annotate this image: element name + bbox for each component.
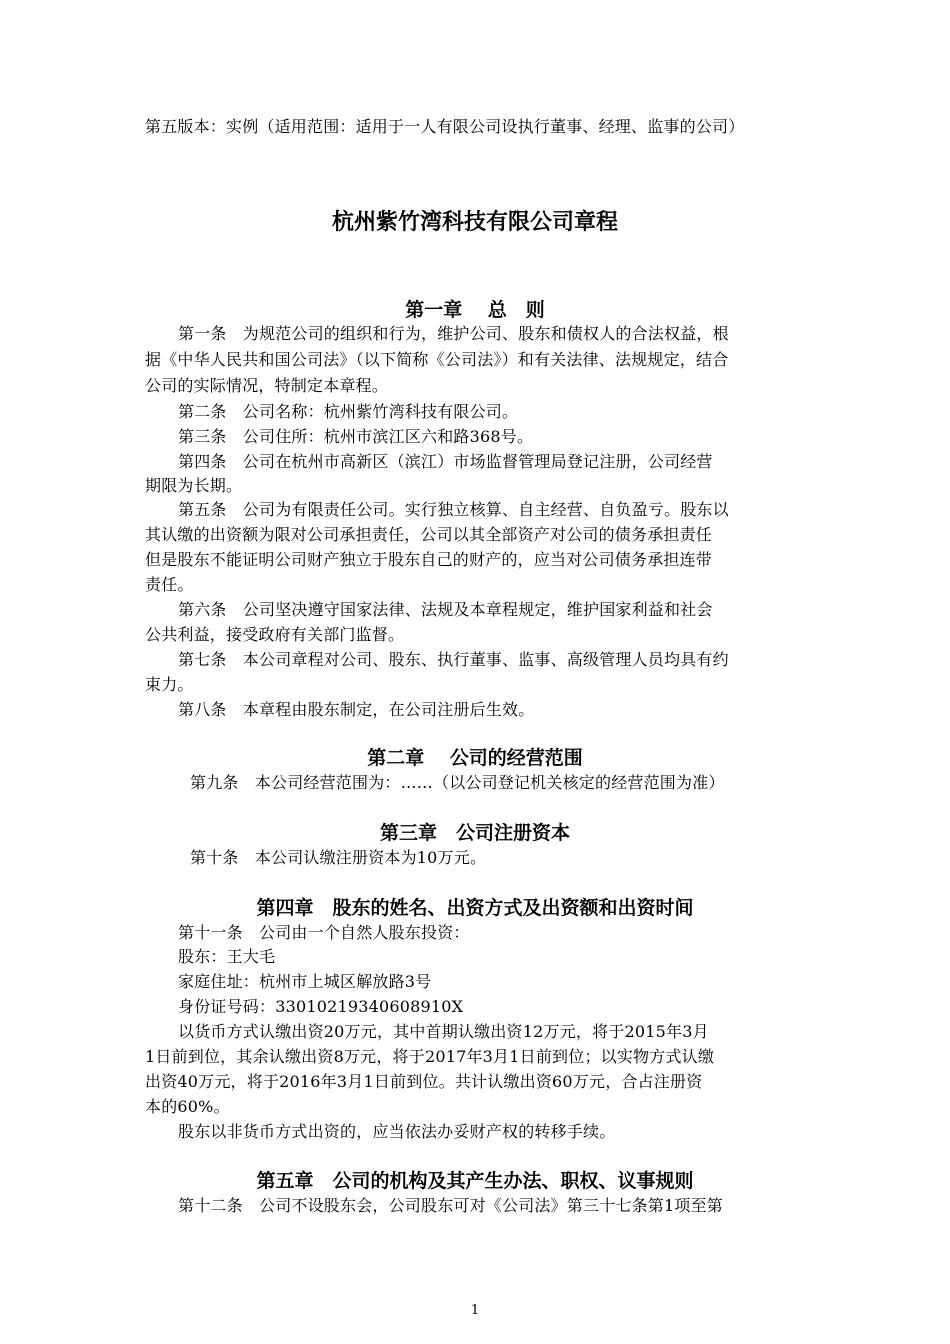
document-title: 杭州紫竹湾科技有限公司章程 (331, 210, 618, 235)
article-7-line-1: 第七条 本公司章程对公司、股东、执行董事、监事、高级管理人员均具有约 (178, 650, 729, 669)
chapter-1-heading: 第一章 总 则 (405, 299, 545, 321)
article-3: 第三条 公司住所：杭州市滨江区六和路368号。 (178, 427, 534, 446)
article-11: 第十一条 公司由一个自然人股东投资： (178, 923, 470, 942)
chapter-4-heading: 第四章 股东的姓名、出资方式及出资额和出资时间 (256, 897, 694, 919)
page-number: 1 (470, 1303, 480, 1318)
article-5-line-1: 第五条 公司为有限责任公司。实行独立核算、自主经营、自负盈亏。股东以 (178, 500, 729, 519)
article-4-line-2: 期限为长期。 (145, 476, 243, 495)
non-monetary-note: 股东以非货币方式出资的，应当依法办妥财产权的转移手续。 (178, 1122, 616, 1141)
chapter-3-heading: 第三章 公司注册资本 (379, 822, 570, 844)
article-10: 第十条 本公司认缴注册资本为10万元。 (190, 848, 487, 867)
article-5-line-4: 责任。 (145, 575, 194, 594)
chapter-5-heading: 第五章 公司的机构及其产生办法、职权、议事规则 (256, 1170, 694, 1192)
chapter-2-heading: 第二章 公司的经营范围 (367, 747, 583, 769)
header-note: 第五版本：实例（适用范围：适用于一人有限公司设执行董事、经理、监事的公司） (145, 117, 745, 136)
article-1-line-2: 据《中华人民共和国公司法》（以下简称《公司法》）和有关法律、法规规定，结合 (145, 350, 729, 369)
article-7-line-2: 束力。 (145, 675, 194, 694)
contribution-line-3: 出资40万元，将于2016年3月1日前到位。共计认缴出资60万元，合占注册资 (145, 1072, 703, 1091)
article-5-line-2: 其认缴的出资额为限对公司承担责任，公司以其全部资产对公司的债务承担责任 (145, 525, 713, 544)
article-1-line-3: 公司的实际情况，特制定本章程。 (145, 376, 389, 395)
article-8: 第八条 本章程由股东制定，在公司注册后生效。 (178, 700, 535, 719)
article-9: 第九条 本公司经营范围为：……（以公司登记机关核定的经营范围为准） (190, 773, 725, 792)
shareholder-id: 身份证号码：33010219340608910X (178, 997, 464, 1016)
article-1-line-1: 第一条 为规范公司的组织和行为，维护公司、股东和债权人的合法权益，根 (178, 324, 729, 343)
article-4-line-1: 第四条 公司在杭州市高新区（滨江）市场监督管理局登记注册，公司经营 (178, 452, 713, 471)
article-2: 第二条 公司名称：杭州紫竹湾科技有限公司。 (178, 402, 519, 421)
shareholder-address: 家庭住址：杭州市上城区解放路3号 (178, 972, 432, 991)
article-5-line-3: 但是股东不能证明公司财产独立于股东自己的财产的，应当对公司债务承担连带 (145, 550, 713, 569)
article-6-line-2: 公共利益，接受政府有关部门监督。 (145, 625, 405, 644)
shareholder-name: 股东：王大毛 (178, 947, 276, 966)
article-12: 第十二条 公司不设股东会，公司股东可对《公司法》第三十七条第1项至第 (178, 1196, 723, 1215)
contribution-line-2: 1日前到位，其余认缴出资8万元，将于2017年3月1日前到位；以实物方式认缴 (145, 1047, 715, 1066)
contribution-line-1: 以货币方式认缴出资20万元，其中首期认缴出资12万元，将于2015年3月 (178, 1022, 709, 1041)
contribution-line-4: 本的60%。 (145, 1097, 230, 1116)
article-6-line-1: 第六条 公司坚决遵守国家法律、法规及本章程规定，维护国家利益和社会 (178, 600, 713, 619)
